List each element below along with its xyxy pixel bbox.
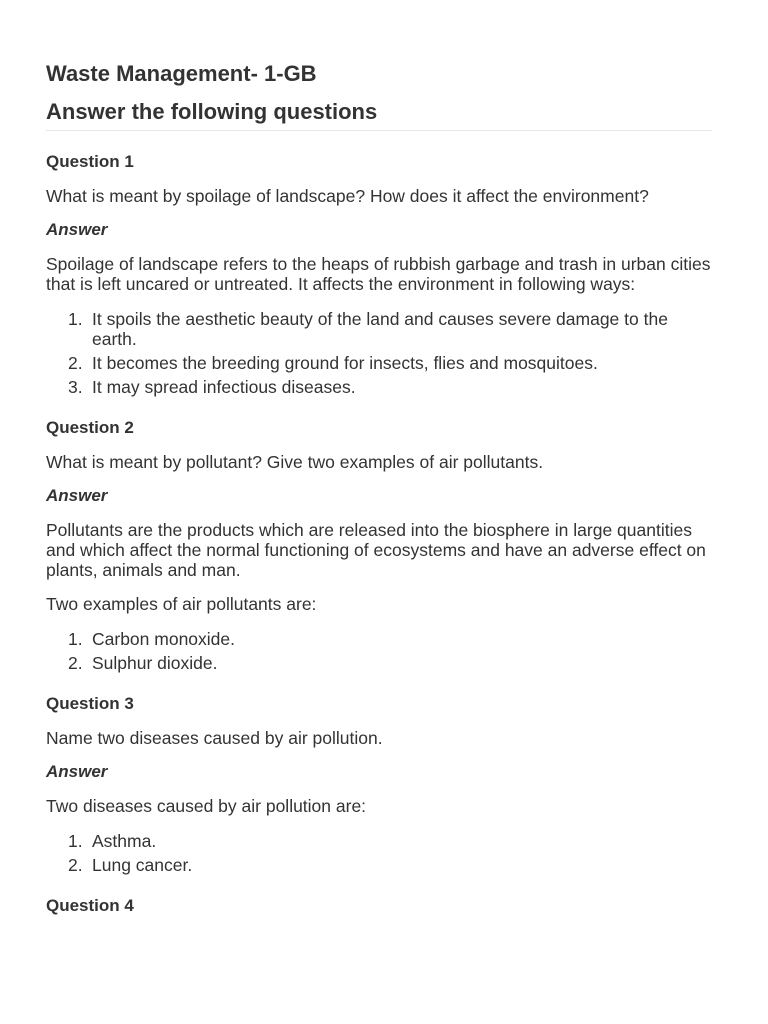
- list-number: 1.: [68, 629, 83, 649]
- question-heading: Question 4: [46, 896, 134, 915]
- question-heading: Question 1: [46, 152, 134, 171]
- question-text: Name two diseases caused by air pollution.: [46, 728, 383, 748]
- document-title: Waste Management- 1-GB: [46, 61, 317, 86]
- list-number: 1.: [68, 309, 83, 329]
- answer-paragraph: Two diseases caused by air pollution are:: [46, 796, 367, 816]
- answer-list-item: [46, 309, 712, 349]
- answer-paragraph: Two examples of air pollutants are:: [46, 594, 317, 614]
- answer-list-item: [46, 653, 712, 673]
- list-item-text: It may spread infectious diseases.: [92, 377, 356, 397]
- list-number: 2.: [68, 353, 83, 373]
- list-item-text: Sulphur dioxide.: [92, 653, 218, 673]
- list-item-text: Lung cancer.: [92, 855, 193, 875]
- document-subtitle: Answer the following questions: [46, 99, 378, 124]
- list-number: 3.: [68, 377, 83, 397]
- question-text: What is meant by spoilage of landscape? How does it affect the environment?: [46, 186, 649, 206]
- answer-list: [46, 831, 712, 875]
- question-3: [46, 694, 712, 875]
- answer-paragraph: Pollutants are the products which are released into the biosphere in large quantities and which affect the normal functioning of ecosystems and have an adverse effect on plants, animals and man.: [46, 520, 706, 580]
- list-number: 2.: [68, 653, 83, 673]
- list-item-text: It becomes the breeding ground for insects, flies and mosquitoes.: [92, 353, 598, 373]
- question-1: [46, 152, 712, 397]
- answer-list-item: [46, 377, 712, 397]
- list-item-text: Asthma.: [92, 831, 157, 851]
- title-divider: [46, 130, 712, 131]
- answer-list-item: [46, 629, 712, 649]
- question-4: [46, 896, 712, 916]
- answer-list: [46, 309, 712, 397]
- answer-list-item: [46, 353, 712, 373]
- question-text: What is meant by pollutant? Give two examples of air pollutants.: [46, 452, 544, 472]
- list-number: 2.: [68, 855, 83, 875]
- list-number: 1.: [68, 831, 83, 851]
- question-heading: Question 3: [46, 694, 134, 713]
- answer-list-item: [46, 831, 712, 851]
- list-item-text: It spoils the aesthetic beauty of the land and causes severe damage to the earth.: [92, 309, 668, 349]
- list-item-text: Carbon monoxide.: [92, 629, 235, 649]
- answer-heading: Answer: [46, 220, 108, 239]
- answer-list: [46, 629, 712, 673]
- answer-heading: Answer: [46, 762, 108, 781]
- answer-list-item: [46, 855, 712, 875]
- answer-paragraph: Spoilage of landscape refers to the heaps of rubbish garbage and trash in urban cities that is left uncared or untreated. It affects the environment in following ways:: [46, 254, 711, 294]
- question-heading: Question 2: [46, 418, 134, 437]
- answer-heading: Answer: [46, 486, 108, 505]
- question-2: [46, 418, 712, 673]
